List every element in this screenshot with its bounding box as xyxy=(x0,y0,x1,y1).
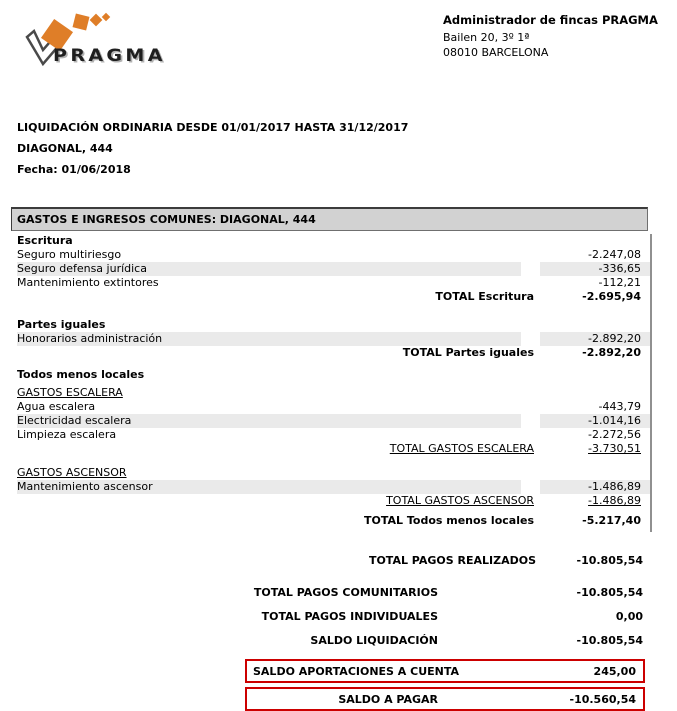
row-amount: -2.247,08 xyxy=(588,248,641,261)
total-row-todos-menos-locales xyxy=(17,514,650,528)
subgroup-header-gastos-escalera xyxy=(17,386,650,400)
company-address-line1: Bailen 20, 3º 1ª xyxy=(443,31,530,44)
total-row-partes-iguales xyxy=(17,346,650,360)
row-label: Honorarios administración xyxy=(17,332,521,346)
row-amount: -112,21 xyxy=(598,276,641,289)
column-gap xyxy=(521,480,540,494)
group-label: Partes iguales xyxy=(17,318,106,331)
total-label: TOTAL PAGOS REALIZADOS xyxy=(368,554,536,567)
row-amount: -443,79 xyxy=(598,400,641,413)
property-name: DIAGONAL, 444 xyxy=(17,142,113,155)
ledger-table xyxy=(17,234,652,711)
summary-amount: -10.805,54 xyxy=(576,586,643,599)
table-row xyxy=(17,480,650,494)
table-row xyxy=(17,276,650,290)
column-gap xyxy=(521,332,540,346)
total-label: TOTAL GASTOS ASCENSOR xyxy=(386,494,534,507)
group-label: Escritura xyxy=(17,234,73,247)
total-label: TOTAL Todos menos locales xyxy=(363,514,534,527)
highlight-row-saldo-aportaciones xyxy=(245,659,645,683)
highlight-amount: 245,00 xyxy=(593,664,636,678)
summary-amount: -10.805,54 xyxy=(576,634,643,647)
table-row xyxy=(17,400,650,414)
document-title-block xyxy=(17,121,408,184)
total-amount: -1.486,89 xyxy=(588,494,641,507)
highlight-label: SALDO A PAGAR xyxy=(338,692,438,706)
company-address-block xyxy=(443,13,658,60)
row-label: Agua escalera xyxy=(17,400,96,413)
summary-label: TOTAL PAGOS COMUNITARIOS xyxy=(253,586,438,599)
total-row-gastos-ascensor xyxy=(17,494,650,508)
summary-amount: 0,00 xyxy=(615,610,643,623)
row-amount: -336,65 xyxy=(540,262,650,276)
highlight-amount: -10.560,54 xyxy=(569,692,636,706)
summary-row-pagos-individuales xyxy=(17,610,652,624)
total-row-gastos-escalera xyxy=(17,442,650,456)
total-label: TOTAL Escritura xyxy=(435,290,534,303)
total-amount: -2.695,94 xyxy=(582,290,641,303)
row-label: Electricidad escalera xyxy=(17,414,521,428)
total-label: TOTAL Partes iguales xyxy=(402,346,534,359)
total-amount: -5.217,40 xyxy=(582,514,641,527)
logo-square-medium-icon xyxy=(73,14,90,31)
total-label: TOTAL GASTOS ESCALERA xyxy=(389,442,534,455)
subgroup-label: GASTOS ASCENSOR xyxy=(17,466,127,479)
logo-square-tiny-icon xyxy=(102,13,110,21)
row-label: Mantenimiento ascensor xyxy=(17,480,521,494)
group-header-partes-iguales xyxy=(17,318,650,332)
total-row-escritura xyxy=(17,290,650,304)
company-logo xyxy=(24,5,199,71)
total-amount: -2.892,20 xyxy=(582,346,641,359)
column-gap xyxy=(521,414,540,428)
column-gap xyxy=(521,428,540,442)
group-header-escritura xyxy=(17,234,650,248)
total-amount: -3.730,51 xyxy=(588,442,641,455)
logo-square-small-icon xyxy=(90,14,103,27)
total-amount: -10.805,54 xyxy=(576,554,643,567)
highlight-row-saldo-a-pagar xyxy=(245,687,645,711)
column-gap xyxy=(521,276,540,290)
table-row xyxy=(17,248,650,262)
row-amount: -1.014,16 xyxy=(540,414,650,428)
summary-label: SALDO LIQUIDACIÓN xyxy=(310,634,438,647)
row-label: Limpieza escalera xyxy=(17,428,117,441)
total-row-pagos-realizados xyxy=(17,554,652,568)
column-gap xyxy=(521,248,540,262)
subgroup-header-gastos-ascensor xyxy=(17,466,650,480)
highlight-label: SALDO APORTACIONES A CUENTA xyxy=(253,664,460,678)
column-gap xyxy=(521,262,540,276)
row-amount: -2.272,56 xyxy=(588,428,641,441)
table-row xyxy=(17,414,650,428)
group-label: Todos menos locales xyxy=(17,368,145,381)
document-title: LIQUIDACIÓN ORDINARIA DESDE 01/01/2017 HASTA 31/12/2017 xyxy=(17,121,409,134)
table-row xyxy=(17,262,650,276)
logo-text: PRAGMA xyxy=(53,46,166,66)
subgroup-label: GASTOS ESCALERA xyxy=(17,386,123,399)
row-amount: -1.486,89 xyxy=(540,480,650,494)
section-header-bar: GASTOS E INGRESOS COMUNES: DIAGONAL, 444 xyxy=(11,207,648,231)
company-name: Administrador de fincas PRAGMA xyxy=(443,13,658,27)
table-row xyxy=(17,332,650,346)
row-amount: -2.892,20 xyxy=(540,332,650,346)
summary-row-saldo-liquidacion xyxy=(17,634,652,648)
row-label: Mantenimiento extintores xyxy=(17,276,159,289)
summary-label: TOTAL PAGOS INDIVIDUALES xyxy=(261,610,438,623)
document-date: Fecha: 01/06/2018 xyxy=(17,163,131,176)
ledger-detail-area xyxy=(17,234,652,532)
row-label: Seguro defensa jurídica xyxy=(17,262,521,276)
company-address-line2: 08010 BARCELONA xyxy=(443,46,549,59)
summary-row-pagos-comunitarios xyxy=(17,586,652,600)
row-label: Seguro multiriesgo xyxy=(17,248,122,261)
group-header-todos-menos-locales xyxy=(17,368,650,382)
table-row xyxy=(17,428,650,442)
column-gap xyxy=(521,400,540,414)
